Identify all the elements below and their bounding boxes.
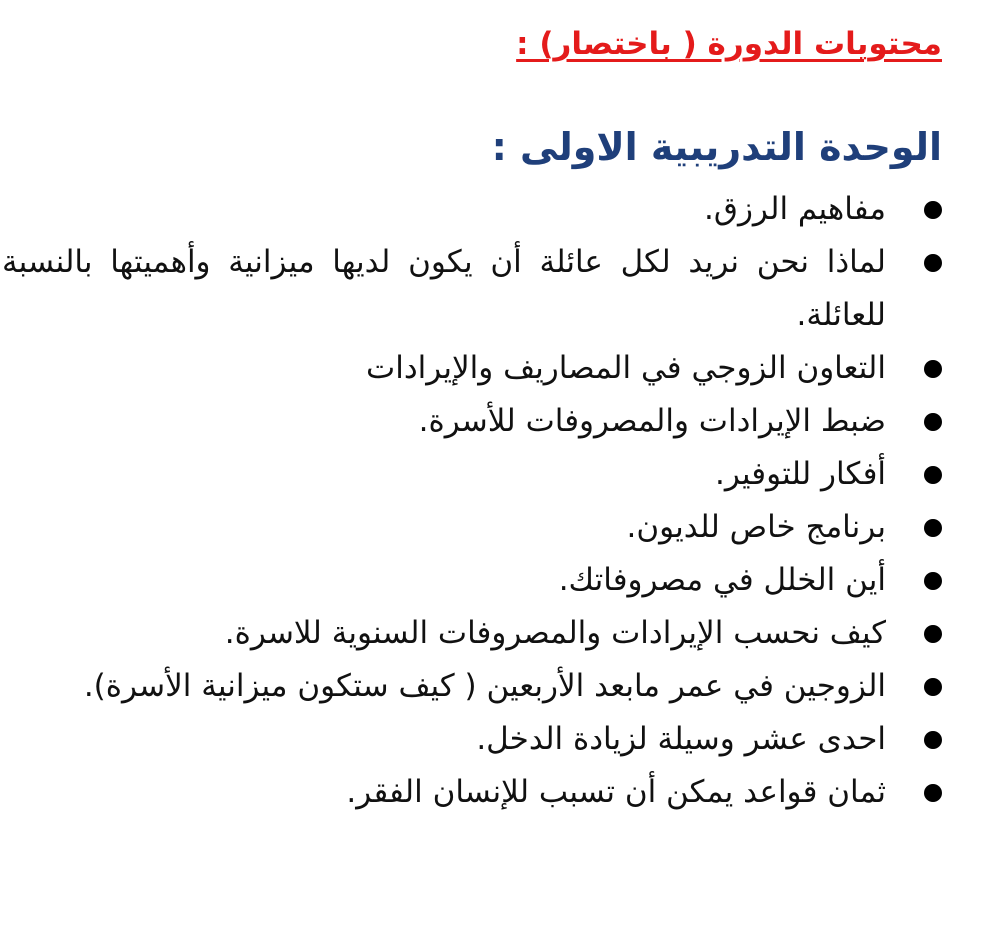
bullet-icon bbox=[924, 254, 942, 272]
bullet-icon bbox=[924, 360, 942, 378]
topic-item-8 bbox=[2, 607, 942, 660]
bullet-icon bbox=[924, 201, 942, 219]
bullet-icon bbox=[924, 678, 942, 696]
training-topics-list bbox=[2, 183, 886, 819]
topic-item-3 bbox=[2, 342, 942, 395]
topic-item-9 bbox=[2, 660, 942, 713]
topic-text: التعاون الزوجي في المصاريف والإيرادات bbox=[366, 350, 886, 386]
bullet-icon bbox=[924, 413, 942, 431]
topic-text: مفاهيم الرزق. bbox=[704, 191, 886, 227]
bullet-icon bbox=[924, 572, 942, 590]
topic-item-6 bbox=[2, 501, 942, 554]
bullet-icon bbox=[924, 519, 942, 537]
topic-item-7 bbox=[2, 554, 942, 607]
topic-text: احدى عشر وسيلة لزيادة الدخل. bbox=[476, 721, 886, 757]
topic-item-11 bbox=[2, 766, 942, 819]
bullet-icon bbox=[924, 784, 942, 802]
bullet-icon bbox=[924, 625, 942, 643]
topic-text: الزوجين في عمر مابعد الأربعين ( كيف ستكون ميزانية الأسرة). bbox=[83, 668, 886, 704]
topic-text: لماذا نحن نريد لكل عائلة أن يكون لديها ميزانية وأهميتها بالنسبة للعائلة. bbox=[2, 244, 886, 333]
topic-item-10 bbox=[2, 713, 942, 766]
topic-text: برنامج خاص للديون. bbox=[626, 509, 886, 545]
topic-text: ضبط الإيرادات والمصروفات للأسرة. bbox=[418, 403, 886, 439]
topic-text: ثمان قواعد يمكن أن تسبب للإنسان الفقر. bbox=[346, 774, 886, 810]
topic-text: كيف نحسب الإيرادات والمصروفات السنوية للاسرة. bbox=[224, 615, 886, 651]
first-training-unit-heading: الوحدة التدريبية الاولى : bbox=[491, 125, 942, 169]
topic-text: أفكار للتوفير. bbox=[714, 456, 886, 492]
topic-item-1 bbox=[2, 183, 942, 236]
bullet-icon bbox=[924, 466, 942, 484]
topic-item-2 bbox=[2, 236, 942, 342]
topic-text: أين الخلل في مصروفاتك. bbox=[558, 562, 886, 598]
course-contents-heading: محتويات الدورة ( باختصار) : bbox=[516, 26, 942, 62]
topic-item-4 bbox=[2, 395, 942, 448]
bullet-icon bbox=[924, 731, 942, 749]
topic-item-5 bbox=[2, 448, 942, 501]
